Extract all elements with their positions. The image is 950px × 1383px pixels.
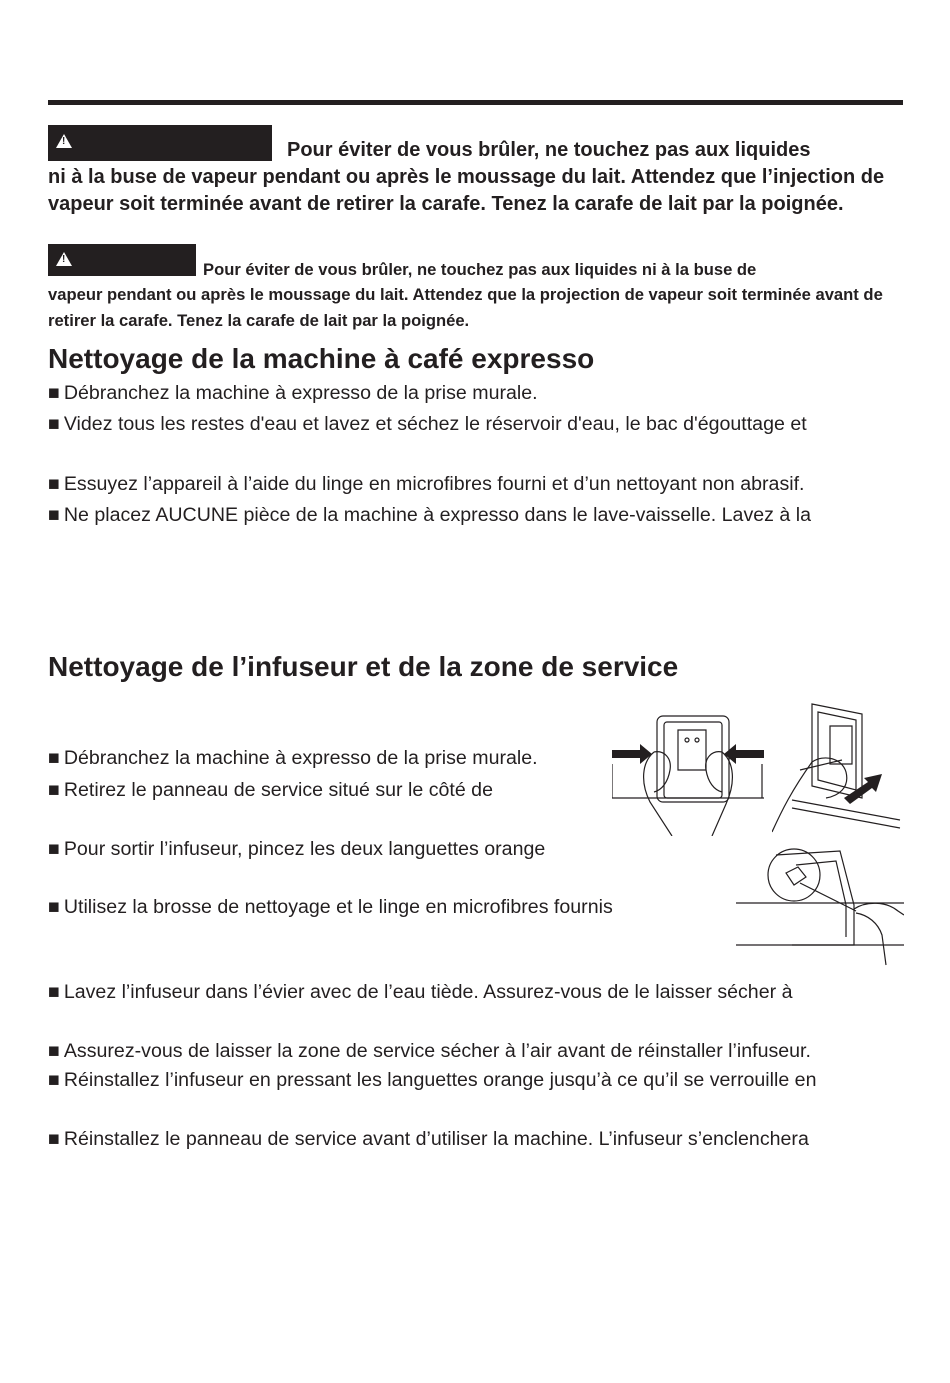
warning-text: vapeur pendant ou après le moussage du lait. Attendez que la projection de vapeur soit terminée avant de retirer la carafe. Tenez la carafe de lait par la poignée. — [48, 285, 883, 330]
warning-triangle-icon — [56, 134, 72, 148]
brewer-pinch-illustration — [612, 712, 764, 836]
list-item: ■ Lavez l’infuseur dans l’évier avec de l’eau tiède. Assurez-vous de le laisser sécher à — [48, 981, 793, 1003]
list-item: ■ Débranchez la machine à expresso de la prise murale. — [48, 747, 538, 769]
warning-text: ni à la buse de vapeur pendant ou après le moussage du lait. Attendez que l’injection de vapeur soit terminée avant de retirer la carafe. Tenez la carafe de lait par la poignée. — [48, 166, 885, 215]
warning-text-line1: Pour éviter de vous brûler, ne touchez pas aux liquides ni à la buse de — [203, 260, 757, 279]
list-item: ■ Essuyez l’appareil à l’aide du linge en microfibres fourni et d’un nettoyant non abrasif. — [48, 473, 805, 495]
warning-triangle-icon — [56, 252, 72, 266]
list-item: ■ Utilisez la brosse de nettoyage et le linge en microfibres fournis — [48, 896, 613, 918]
section-title: Nettoyage de l’infuseur et de la zone de service — [48, 651, 679, 682]
top-rule — [48, 100, 903, 105]
list-item: ■ Retirez le panneau de service situé sur le côté de — [48, 779, 493, 801]
warning-text-line1: Pour éviter de vous brûler, ne touchez pas aux liquides — [287, 139, 811, 161]
list-item: ■ Pour sortir l’infuseur, pincez les deux languettes orange — [48, 838, 546, 860]
list-item: ■ Ne placez AUCUNE pièce de la machine à expresso dans le lave-vaisselle. Lavez à la — [48, 504, 811, 526]
warning-badge — [48, 244, 196, 276]
list-item: ■ Assurez-vous de laisser la zone de service sécher à l’air avant de réinstaller l’infuseur. — [48, 1040, 811, 1062]
list-item: ■ Débranchez la machine à expresso de la prise murale. — [48, 382, 538, 404]
section-title: Nettoyage de la machine à café expresso — [48, 343, 595, 374]
warning-badge — [48, 125, 272, 161]
list-item: ■ Réinstallez le panneau de service avant d’utiliser la machine. L’infuseur s’enclenchera — [48, 1128, 809, 1150]
list-item: ■ Réinstallez l’infuseur en pressant les languettes orange jusqu’à ce qu’il se verrouille en — [48, 1069, 817, 1091]
list-item: ■ Videz tous les restes d'eau et lavez et séchez le réservoir d'eau, le bac d'égouttage et — [48, 413, 807, 435]
brewer-cleaning-illustration — [736, 845, 904, 967]
brewer-removal-illustration — [772, 700, 902, 834]
